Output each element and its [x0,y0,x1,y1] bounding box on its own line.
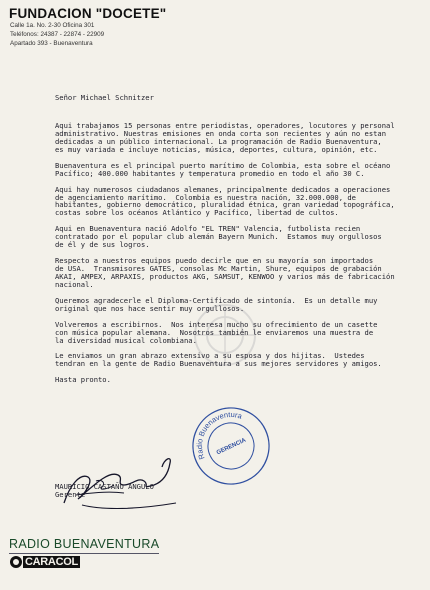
letter-paragraph: Aqui hay numerosos ciudadanos alemanes, principalmente dedicados a operaciones de agenciamiento marítimo. Colombia es nuestra nación, 32.000.000, de habitantes, gobierno democrático, pluralidad étnica, gran variedad topográfica, costas sobre los océanos Atlántico y Pacífico, libertad de cultos. [55,184,395,218]
caracol-wordmark: CARACOL [25,555,78,568]
letterhead-address-line: Teléfonos: 24387 - 22874 - 22909 [10,31,105,38]
signer-block [55,483,154,499]
letterhead-address-line: Calle 1a. No. 2-30 Oficina 301 [10,22,95,29]
gerencia-stamp-seal [190,405,272,487]
letter-paragraph: Aqui en Buenaventura nació Adolfo "EL TREN" Valencia, futbolista recien contratado por el popular club alemán Bayern Munich. Estamos muy orgullosos de él y de sus logros. [55,224,382,250]
salutation: Señor Michael Schnitzer [55,93,154,102]
letterhead-title: FUNDACION "DOCETE" [9,6,167,21]
letter-paragraph: Le enviamos un gran abrazo extensivo a su esposa y dos hijitas. Ustedes tendran en la gente de Radio Buenaventura a sus mejores servidores y amigos. [55,351,382,369]
letter-paragraph: Aqui trabajamos 15 personas entre periodistas, operadores, locutores y personal administrativo. Nuestras emisiones en onda corta son recientes y aún no estan dedicadas a un público internacional. La programación de Radio Buenaventura, es muy variada e incluye noticias, música, deportes, cultura, opinión, etc. [55,120,395,154]
letter-paragraph: Respecto a nuestros equipos puedo decirle que en su mayoría son importados de USA. Transmisores GATES, consolas Mc Martin, Shure, equipos de grabación AKAI, AMPEX, ARPAXIS, productos AKG, SAMSUT, KENWOO y varios más de fabricación nacional. [55,256,395,289]
caracol-shell-icon [10,556,22,568]
footer-brand: RADIO BUENAVENTURA [9,537,160,551]
letter-paragraph: Volveremos a escribirnos. Nos interesa mucho su ofrecimiento de un casette con música popular alemana. Nosotros también le enviaremos una muestra de la diversidad musical colombiana. [55,319,378,345]
stamp-center-text: GERENCIA [215,437,248,457]
closing-line: Hasta pronto. [55,375,111,385]
signer-name: MAURICIO CASTAÑO ANGULO [55,482,154,491]
stamp-ring-text-path: Radio Buenaventura [194,409,244,461]
signer-title: Gerente [55,490,86,499]
letter-paragraph: Queremos agradecerle el Diploma-Certificado de sintonía. Es un detalle muy original que nos hace sentir muy orgullosos. [55,295,378,313]
letterhead-address-line: Apartado 393 - Buenaventura [10,40,93,47]
letter-paragraph: Buenaventura es el principal puerto marítimo de Colombia, esta sobre el océano Pacífico; 400.000 habitantes y temperatura promedio en todo el año 30 C. [55,160,391,178]
footer-divider [9,553,159,554]
letter-body [55,94,415,386]
caracol-logo [10,555,80,568]
